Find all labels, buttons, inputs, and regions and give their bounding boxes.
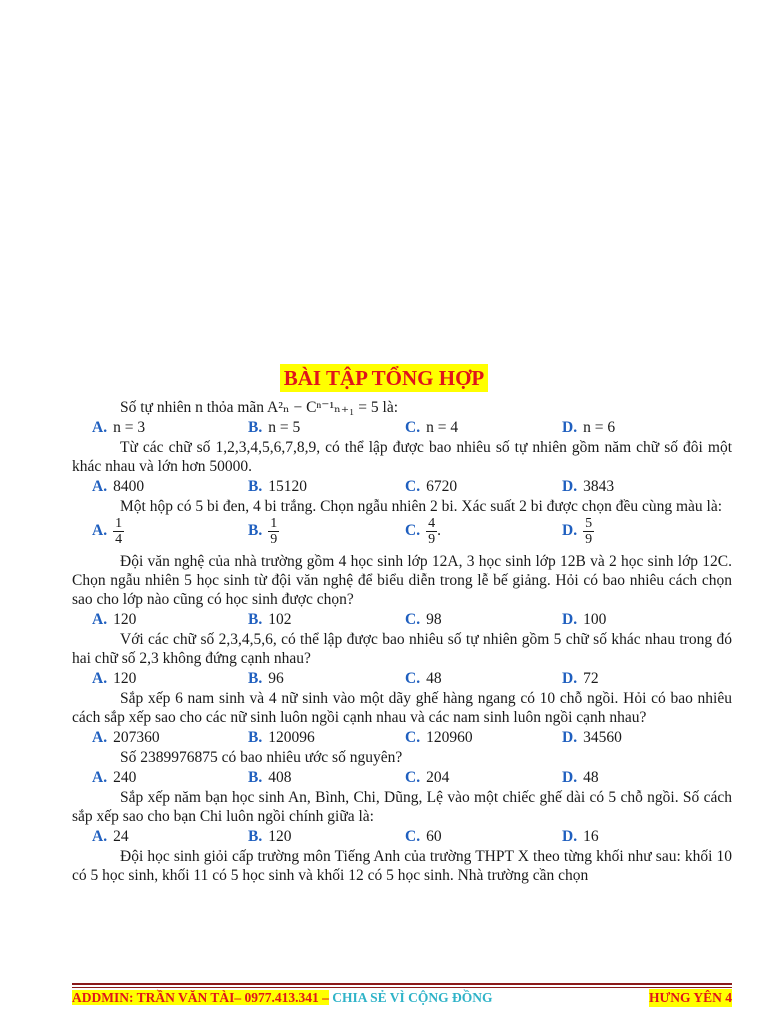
answer-options <box>72 668 732 689</box>
answer-options <box>72 609 732 630</box>
option-c[interactable] <box>405 826 442 847</box>
option-b[interactable] <box>248 476 307 497</box>
option-value: 48 <box>583 769 599 786</box>
footer-admin: ADDMIN: TRẦN VĂN TÀI <box>72 990 235 1005</box>
option-label: A. <box>92 769 108 786</box>
option-label: B. <box>248 478 263 495</box>
question-text: Số tự nhiên n thỏa mãn A²ₙ − Cⁿ⁻¹ₙ₊₁ = 5 là: <box>120 399 399 416</box>
option-value: 34560 <box>583 729 622 746</box>
option-label: A. <box>92 478 108 495</box>
option-label: A. <box>92 419 108 436</box>
question-text: Sắp xếp 6 nam sinh và 4 nữ sinh vào một dãy ghế hàng ngang có 10 chỗ ngồi. Hỏi có bao nhiêu cách sắp xếp sao cho các nữ sinh luôn ngồi cạnh nhau và các nam sinh luôn ngồi cạnh nhau? <box>72 690 732 726</box>
option-a[interactable] <box>92 727 160 748</box>
option-label: C. <box>405 769 421 786</box>
option-label: D. <box>562 419 578 436</box>
option-value: 15120 <box>268 478 307 495</box>
option-a[interactable] <box>92 476 144 497</box>
option-b[interactable] <box>248 609 291 630</box>
numerator: 4 <box>428 516 436 531</box>
option-b[interactable] <box>248 767 291 788</box>
denominator: 4 <box>115 532 123 547</box>
option-value: 3843 <box>583 478 615 495</box>
option-label: C. <box>405 611 421 628</box>
option-value: 120096 <box>268 729 315 746</box>
option-d[interactable] <box>562 476 614 497</box>
option-a[interactable] <box>92 417 145 438</box>
option-c[interactable] <box>405 727 473 748</box>
footer-divider-thin <box>72 987 732 988</box>
question-text: Đội học sinh giỏi cấp trường môn Tiếng Anh của trường THPT X theo từng khối như sau: khối 10 có 5 học sinh, khối 11 có 5 học sinh và khối 12 có 5 học sinh. Nhà trường cần chọn <box>72 848 732 884</box>
numerator: 5 <box>585 516 593 531</box>
question-text: Đội văn nghệ của nhà trường gồm 4 học sinh lớp 12A, 3 học sinh lớp 12B và 2 học sinh lớp 12C. Chọn ngẫu nhiên 5 học sinh từ đội văn nghệ để biểu diễn trong lễ bế giảng. Hỏi có bao nhiêu cách chọn sao cho lớp nào cũng có học sinh được chọn? <box>72 553 732 608</box>
option-value: 100 <box>583 611 607 628</box>
footer-divider <box>72 983 732 985</box>
question-text: Số 2389976875 có bao nhiêu ước số nguyên? <box>120 749 403 766</box>
title-block <box>0 364 768 392</box>
option-b[interactable] <box>248 727 315 748</box>
option-label: A. <box>92 670 108 687</box>
option-label: B. <box>248 769 263 786</box>
option-a[interactable] <box>92 826 129 847</box>
option-d[interactable] <box>562 767 599 788</box>
option-d[interactable] <box>562 668 599 689</box>
exercise-list <box>72 398 732 885</box>
option-label: D. <box>562 670 578 687</box>
option-value: 207360 <box>113 729 160 746</box>
option-d[interactable] <box>562 516 594 547</box>
option-value: n = 6 <box>583 419 616 436</box>
option-c[interactable] <box>405 609 442 630</box>
option-label: B. <box>248 419 263 436</box>
option-value: n = 5 <box>268 419 301 436</box>
option-label: D. <box>562 522 578 540</box>
option-label: C. <box>405 522 421 540</box>
denominator: 9 <box>428 532 436 547</box>
option-b[interactable] <box>248 417 300 438</box>
option-value: n = 3 <box>113 419 146 436</box>
footer <box>72 989 732 1007</box>
option-value: 102 <box>268 611 292 628</box>
option-d[interactable] <box>562 609 606 630</box>
option-label: D. <box>562 769 578 786</box>
denominator: 9 <box>585 532 593 547</box>
option-label: A. <box>92 828 108 845</box>
option-c[interactable] <box>405 417 458 438</box>
option-c[interactable] <box>405 476 457 497</box>
option-c[interactable] <box>405 668 442 689</box>
option-label: B. <box>248 828 263 845</box>
answer-options <box>72 417 732 438</box>
option-b[interactable] <box>248 826 291 847</box>
option-label: D. <box>562 611 578 628</box>
fraction <box>113 516 124 547</box>
option-label: C. <box>405 729 421 746</box>
option-c[interactable] <box>405 767 449 788</box>
option-label: C. <box>405 419 421 436</box>
option-value: 72 <box>583 670 599 687</box>
option-value: 120960 <box>426 729 473 746</box>
option-value: 8400 <box>113 478 145 495</box>
option-label: D. <box>562 828 578 845</box>
option-value: 24 <box>113 828 129 845</box>
option-d[interactable] <box>562 826 599 847</box>
option-label: B. <box>248 729 263 746</box>
option-value: 16 <box>583 828 599 845</box>
numerator: 1 <box>270 516 278 531</box>
answer-options <box>72 727 732 748</box>
option-b[interactable] <box>248 668 284 689</box>
option-suffix: . <box>437 522 441 540</box>
option-label: A. <box>92 729 108 746</box>
denominator: 9 <box>270 532 278 547</box>
page-title: BÀI TẬP TỔNG HỢP <box>280 364 489 392</box>
option-d[interactable] <box>562 727 622 748</box>
option-label: D. <box>562 478 578 495</box>
option-label: C. <box>405 670 421 687</box>
answer-options <box>72 826 732 847</box>
option-value: 120 <box>268 828 292 845</box>
numerator: 1 <box>115 516 123 531</box>
option-label: C. <box>405 828 421 845</box>
option-label: C. <box>405 478 421 495</box>
option-d[interactable] <box>562 417 615 438</box>
option-label: A. <box>92 611 108 628</box>
option-value: 204 <box>426 769 450 786</box>
footer-location: HƯNG YÊN 4 <box>649 990 732 1005</box>
option-value: 240 <box>113 769 137 786</box>
option-label: B. <box>248 670 263 687</box>
fraction <box>268 516 279 547</box>
option-value: 96 <box>268 670 284 687</box>
answer-options <box>72 767 732 788</box>
option-a[interactable] <box>92 767 136 788</box>
option-label: D. <box>562 729 578 746</box>
question-text: Một hộp có 5 bi đen, 4 bi trắng. Chọn ngẫu nhiên 2 bi. Xác suất 2 bi được chọn đều cùng màu là: <box>120 498 723 515</box>
option-value: n = 4 <box>426 419 459 436</box>
option-a[interactable] <box>92 668 136 689</box>
option-label: A. <box>92 522 108 540</box>
fraction <box>426 516 437 547</box>
question-text: Sắp xếp năm bạn học sinh An, Bình, Chi, Dũng, Lệ vào một chiếc ghế dài có 5 chỗ ngồi. Số cách sắp xếp sao cho bạn Chi luôn ngồi chính giữa là: <box>72 789 732 825</box>
footer-share: CHIA SẺ VÌ CỘNG ĐỒNG <box>328 990 493 1005</box>
option-label: B. <box>248 522 263 540</box>
answer-options <box>72 516 732 552</box>
question-text: Với các chữ số 2,3,4,5,6, có thể lập được bao nhiêu số tự nhiên gồm 5 chữ số khác nhau trong đó hai chữ số 2,3 không đứng cạnh nhau? <box>72 631 732 667</box>
option-value: 120 <box>113 670 137 687</box>
option-label: B. <box>248 611 263 628</box>
option-value: 48 <box>426 670 442 687</box>
answer-options <box>72 476 732 497</box>
fraction <box>583 516 594 547</box>
option-value: 408 <box>268 769 292 786</box>
option-value: 6720 <box>426 478 458 495</box>
option-b[interactable] <box>248 516 279 547</box>
question-text: Từ các chữ số 1,2,3,4,5,6,7,8,9, có thể lập được bao nhiêu số tự nhiên gồm năm chữ số đôi một khác nhau và lớn hơn 50000. <box>72 439 732 475</box>
option-a[interactable] <box>92 609 136 630</box>
option-c[interactable] <box>405 516 441 547</box>
option-value: 98 <box>426 611 442 628</box>
footer-phone: – 0977.413.341 – <box>234 990 329 1005</box>
option-value: 60 <box>426 828 442 845</box>
option-a[interactable] <box>92 516 124 547</box>
option-value: 120 <box>113 611 137 628</box>
